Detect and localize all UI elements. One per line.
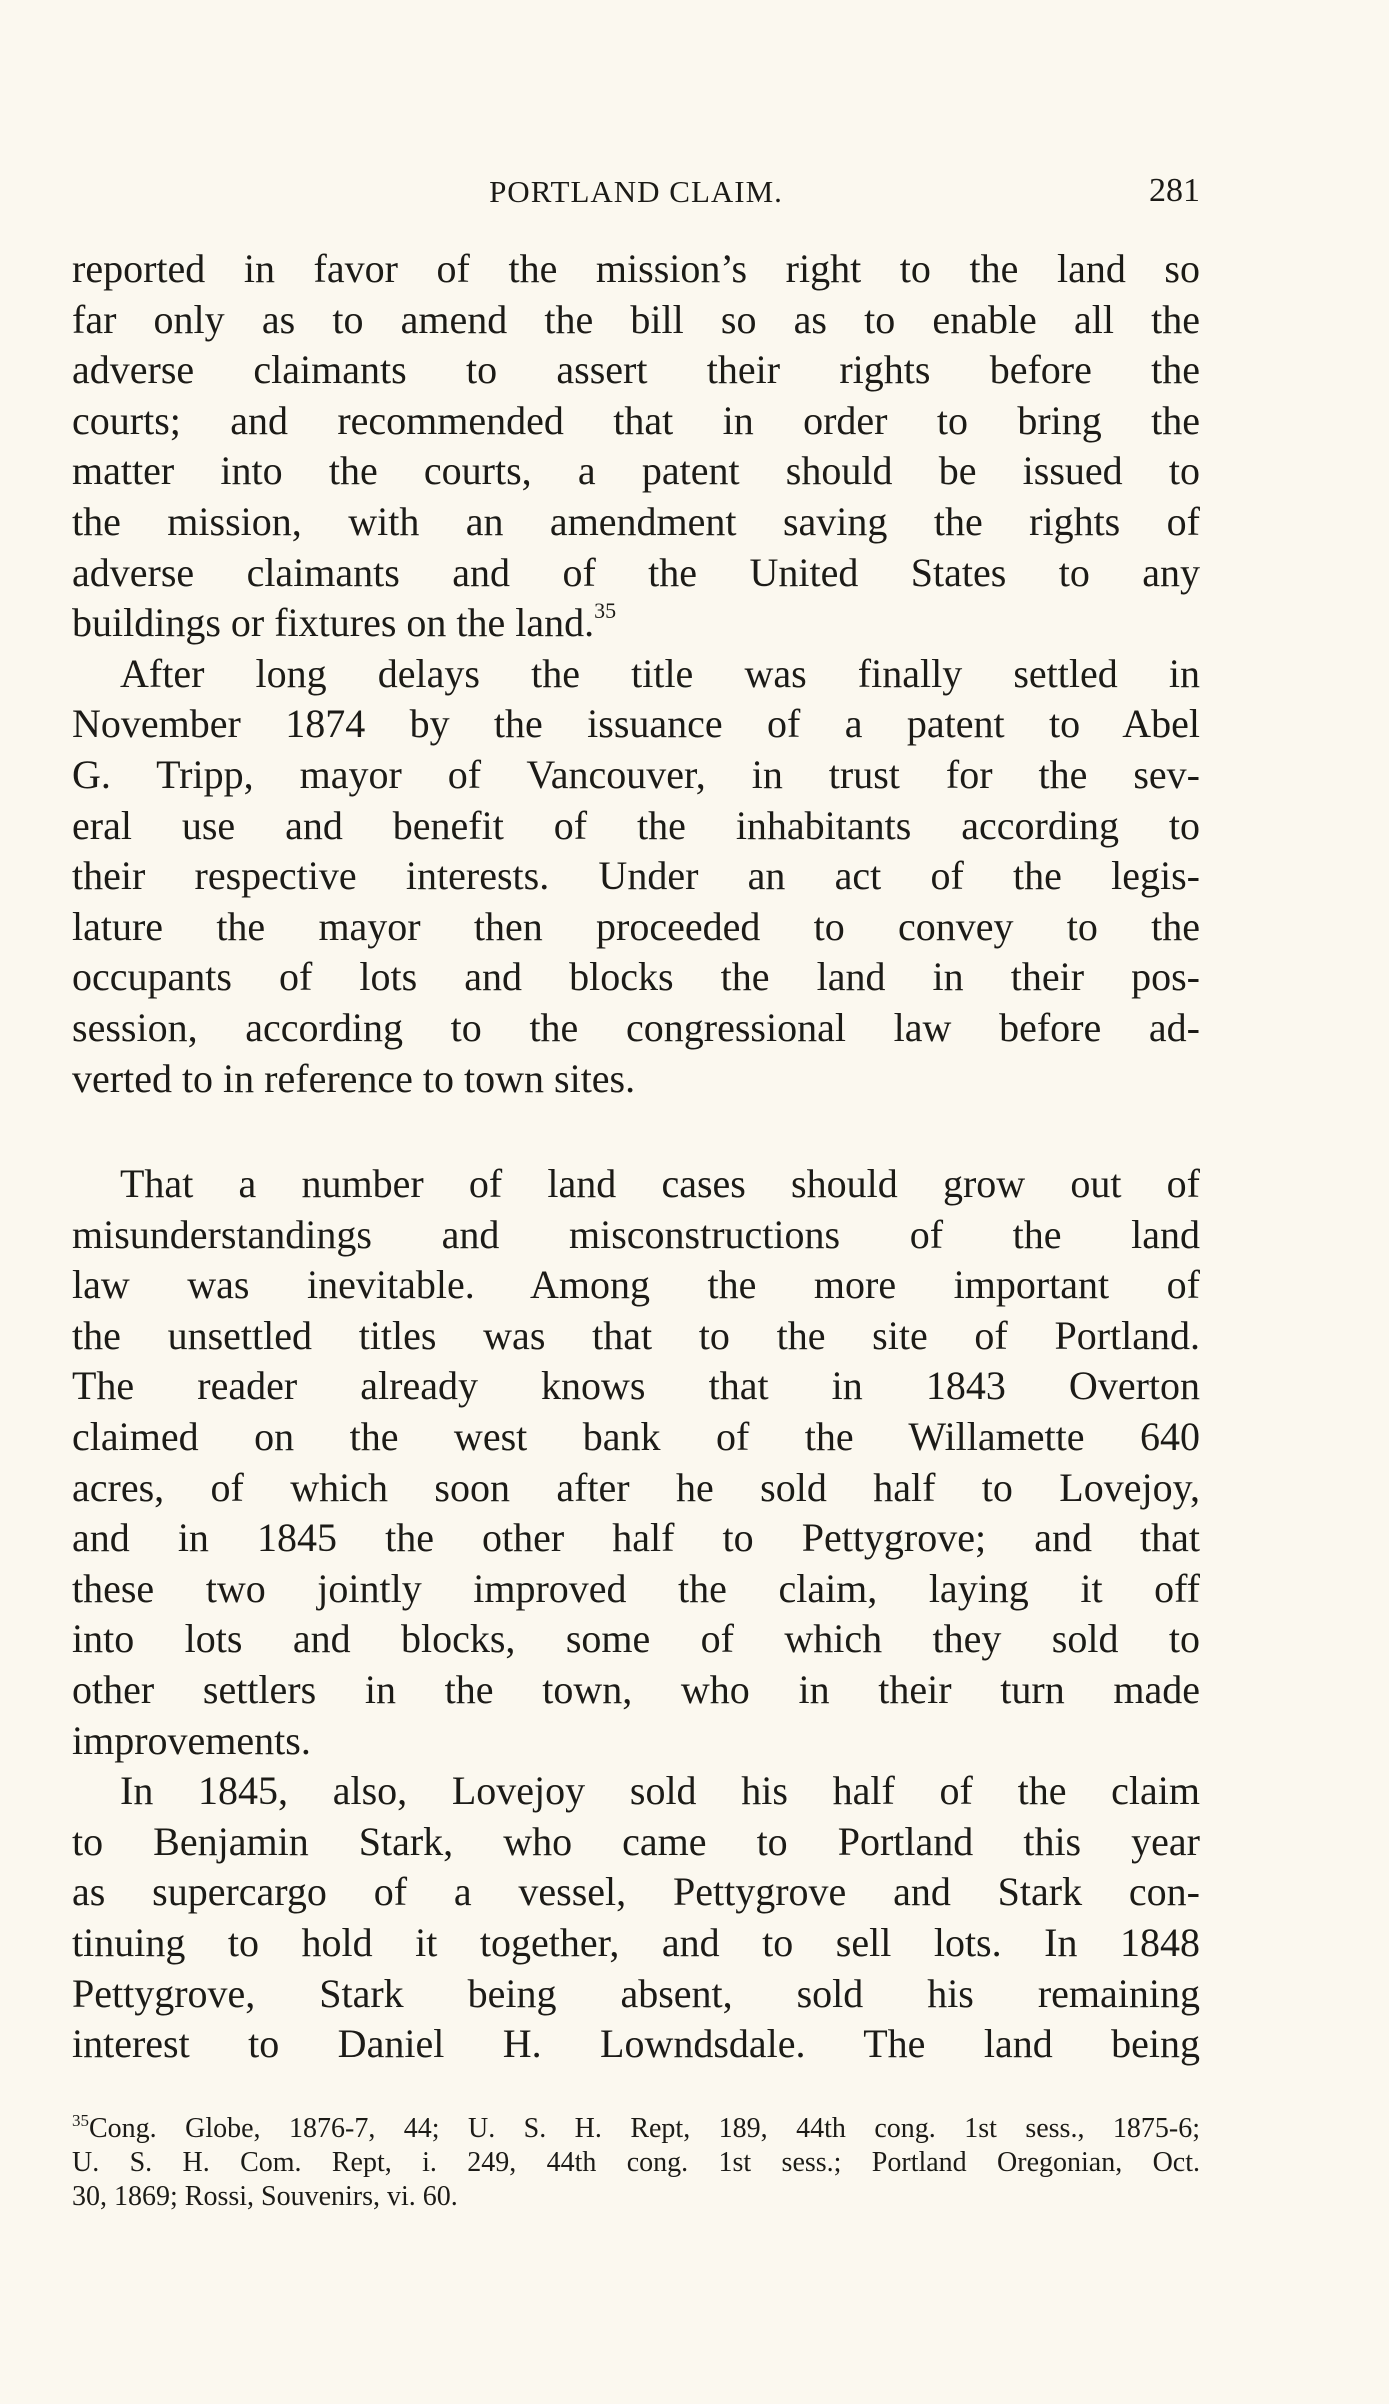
text-line: After long delays the title was finally settled in <box>120 650 1200 696</box>
text-line: courts; and recommended that in order to bring the <box>72 397 1200 443</box>
book-page <box>72 0 1200 2404</box>
paragraph-1 <box>72 244 1200 649</box>
text-line: November 1874 by the issuance of a patent to Abel <box>72 701 1200 747</box>
paragraph-4 <box>72 1766 1200 2070</box>
text-line: to Benjamin Stark, who came to Portland this year <box>72 1818 1200 1864</box>
text-line: the unsettled titles was that to the site of Portland. <box>72 1312 1200 1358</box>
text-line: claimed on the west bank of the Willamette 640 <box>72 1414 1200 1460</box>
text-line: That a number of land cases should grow out of <box>120 1161 1200 1207</box>
text-line: adverse claimants and of the United States to any <box>72 549 1200 595</box>
text-line: occupants of lots and blocks the land in their pos- <box>72 954 1200 1000</box>
text-line: session, according to the congressional law before ad- <box>72 1004 1200 1050</box>
footnote-text: Cong. Globe, 1876-7, 44; U. S. H. Rept, 189, 44th cong. 1st sess., 1875-6; <box>89 2113 1200 2144</box>
footnote-line: 30, 1869; Rossi, Souvenirs, vi. 60. <box>72 2181 458 2212</box>
text-line: the mission, with an amendment saving the rights of <box>72 498 1200 544</box>
text-line: verted to in reference to town sites. <box>72 1055 636 1101</box>
footnote-reference: 35 <box>594 598 617 624</box>
text-line: The reader already knows that in 1843 Overton <box>72 1363 1200 1409</box>
running-head <box>72 168 1200 216</box>
text-line: G. Tripp, mayor of Vancouver, in trust for the sev- <box>72 751 1200 797</box>
paragraph-3 <box>72 1159 1200 1766</box>
text-line: their respective interests. Under an act of the legis- <box>72 853 1200 899</box>
text-line: tinuing to hold it together, and to sell lots. In 1848 <box>72 1920 1200 1965</box>
body-text <box>72 244 1200 2070</box>
text-line: lature the mayor then proceeded to convey to the <box>72 903 1200 949</box>
text-line: eral use and benefit of the inhabitants according to <box>72 802 1200 848</box>
page-number: 281 <box>1149 172 1200 209</box>
text-line: misunderstandings and misconstructions of the land <box>72 1211 1200 1257</box>
text-line: adverse claimants to assert their rights before the <box>72 347 1200 393</box>
text-line <box>72 598 1200 649</box>
footnote-mark: 35 <box>72 2111 89 2130</box>
text-line: other settlers in the town, who in their turn made <box>72 1667 1200 1713</box>
footnote-line <box>72 2112 1200 2146</box>
text-line: Pettygrove, Stark being absent, sold his remaining <box>72 1970 1200 2016</box>
text-line: law was inevitable. Among the more important of <box>72 1262 1200 1308</box>
footnotes <box>72 2112 1200 2214</box>
text-line: In 1845, also, Lovejoy sold his half of the claim <box>120 1768 1200 1814</box>
text-line: these two jointly improved the claim, laying it off <box>72 1565 1200 1611</box>
text-line: as supercargo of a vessel, Pettygrove and Stark con- <box>72 1869 1200 1915</box>
running-title: PORTLAND CLAIM. <box>489 174 783 209</box>
paragraph-2 <box>72 649 1200 1104</box>
text-line: far only as to amend the bill so as to enable all the <box>72 296 1200 342</box>
section-break <box>72 1104 1200 1159</box>
text-line: matter into the courts, a patent should be issued to <box>72 448 1200 494</box>
text-line: improvements. <box>72 1717 311 1763</box>
text-line: and in 1845 the other half to Pettygrove; and that <box>72 1515 1200 1561</box>
text-line: into lots and blocks, some of which they sold to <box>72 1616 1200 1662</box>
text-line: reported in favor of the mission’s right to the land so <box>72 246 1200 291</box>
text-line: interest to Daniel H. Lowndsdale. The land being <box>72 2021 1200 2067</box>
text-line: acres, of which soon after he sold half to Lovejoy, <box>72 1464 1200 1510</box>
footnote-line: U. S. H. Com. Rept, i. 249, 44th cong. 1st sess.; Portland Oregonian, Oct. <box>72 2147 1200 2178</box>
text-line-content: buildings or fixtures on the land. <box>72 600 595 646</box>
